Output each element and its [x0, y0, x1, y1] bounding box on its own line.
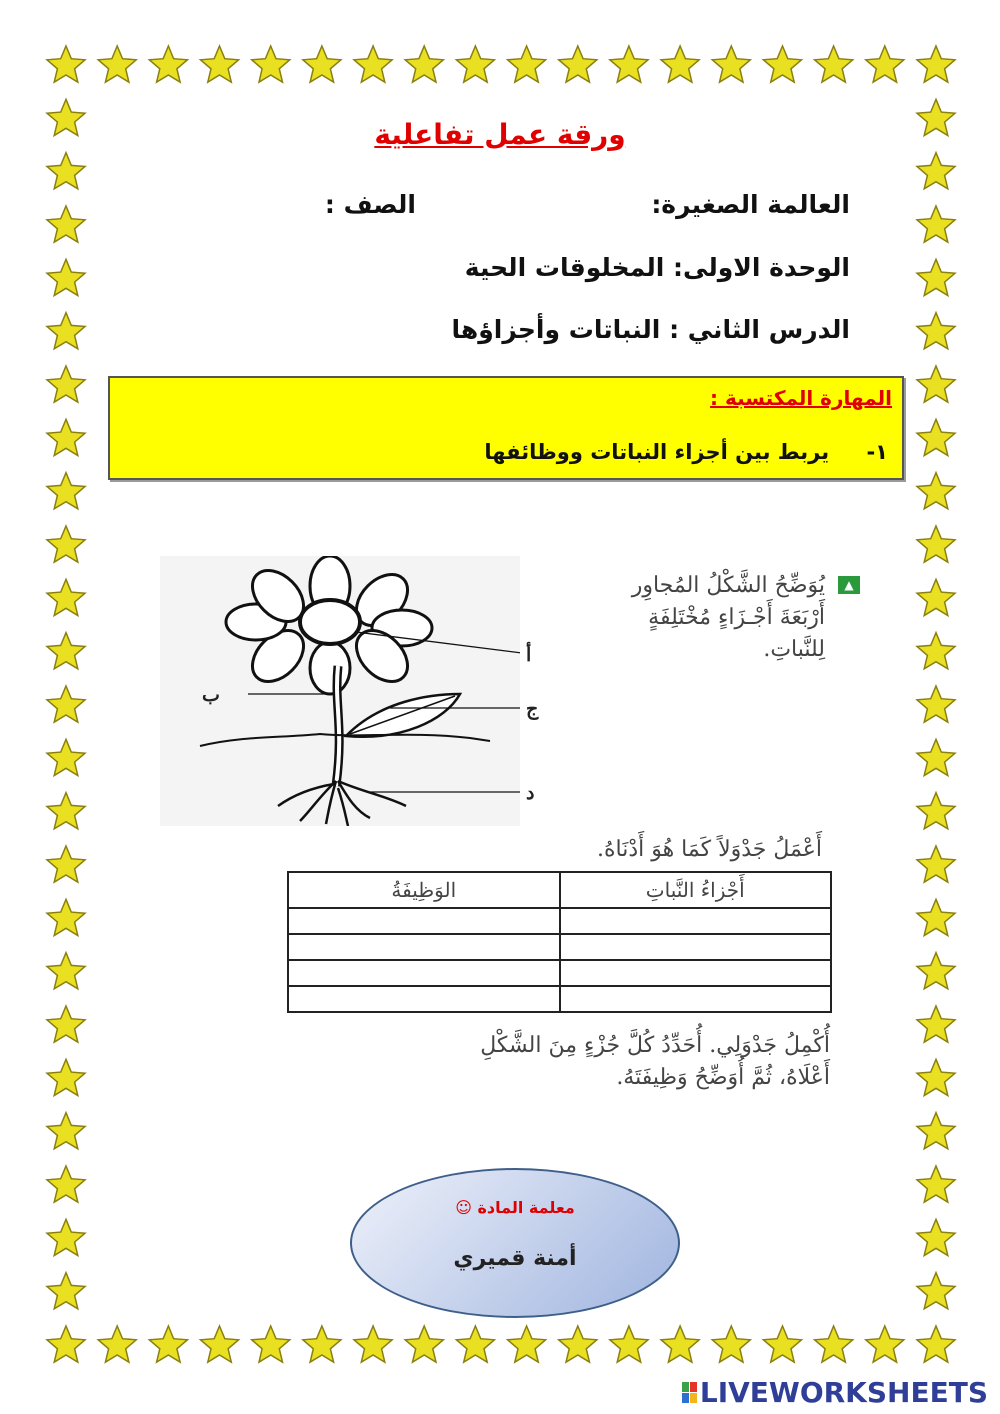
border-star-icon	[866, 1326, 904, 1362]
skill-label: المهارة المكتسبة :	[710, 386, 892, 410]
border-star-icon	[47, 259, 85, 295]
table-cell[interactable]	[288, 934, 560, 960]
border-star-icon	[47, 153, 85, 189]
border-star-icon	[47, 526, 85, 562]
border-star-icon	[47, 1006, 85, 1042]
border-star-icon	[47, 1059, 85, 1095]
table-cell[interactable]	[560, 986, 832, 1012]
flower-petals	[226, 556, 432, 694]
border-star-icon	[559, 46, 597, 82]
border-star-icon	[47, 686, 85, 722]
border-star-icon	[47, 46, 85, 82]
border-star-icon	[47, 313, 85, 349]
border-star-icon	[712, 46, 750, 82]
chevron-up-icon: ▲	[838, 576, 860, 594]
border-star-icon	[661, 1326, 699, 1362]
subject-label: العالمة الصغيرة:	[651, 190, 850, 219]
border-star-icon	[47, 1273, 85, 1309]
border-star-icon	[47, 1166, 85, 1202]
skill-item	[484, 440, 888, 464]
border-star-icon	[149, 1326, 187, 1362]
border-star-icon	[815, 1326, 853, 1362]
border-star-icon	[508, 46, 546, 82]
flower-center	[300, 600, 360, 644]
border-star-icon	[917, 633, 955, 669]
lesson-line: الدرس الثاني : النباتات وأجزاؤها	[451, 315, 850, 344]
teacher-name: أمنة قميري	[453, 1246, 577, 1271]
border-star-icon	[917, 313, 955, 349]
border-star-icon	[252, 46, 290, 82]
border-star-icon	[917, 739, 955, 775]
border-star-icon	[303, 46, 341, 82]
border-star-icon	[917, 1273, 955, 1309]
border-star-icon	[456, 46, 494, 82]
border-star-icon	[47, 899, 85, 935]
border-star-icon	[712, 1326, 750, 1362]
border-star-icon	[917, 206, 955, 242]
border-star-icon	[917, 686, 955, 722]
skill-box	[108, 376, 904, 480]
table-row	[288, 960, 831, 986]
border-star-icon	[47, 846, 85, 882]
border-star-icon	[610, 1326, 648, 1362]
border-star-icon	[917, 419, 955, 455]
border-star-icon	[98, 46, 136, 82]
border-star-icon	[456, 1326, 494, 1362]
border-star-icon	[917, 1166, 955, 1202]
skill-text: يربط بين أجزاء النباتات ووظائفها	[484, 440, 830, 464]
border-star-icon	[917, 793, 955, 829]
table-cell[interactable]	[560, 908, 832, 934]
border-star-icon	[47, 579, 85, 615]
table-cell[interactable]	[560, 960, 832, 986]
border-star-icon	[610, 46, 648, 82]
border-star-icon	[508, 1326, 546, 1362]
completion-line: أَعْلَاهُ، ثُمَّ أُوَضِّحُ وَظِيفَتَهُ.	[616, 1065, 830, 1090]
border-star-icon	[354, 46, 392, 82]
brand-footer[interactable]	[682, 1376, 988, 1409]
table-cell[interactable]	[288, 908, 560, 934]
table-row	[288, 986, 831, 1012]
border-star-icon	[917, 526, 955, 562]
border-star-icon	[201, 46, 239, 82]
border-star-icon	[661, 46, 699, 82]
brand-name: LIVEWORKSHEETS	[699, 1376, 988, 1409]
parts-table	[287, 871, 832, 1013]
border-star-icon	[47, 739, 85, 775]
header-parts: أَجْزاءُ النَّباتِ	[560, 872, 832, 908]
subject-line	[651, 190, 850, 219]
border-star-icon	[917, 1113, 955, 1149]
border-star-icon	[917, 473, 955, 509]
border-star-icon	[917, 953, 955, 989]
label-c: ج	[526, 698, 539, 720]
class-line	[325, 190, 416, 219]
border-star-icon	[47, 366, 85, 402]
label-d: د	[526, 782, 535, 804]
border-star-icon	[917, 259, 955, 295]
border-star-icon	[559, 1326, 597, 1362]
border-star-icon	[149, 46, 187, 82]
question-intro	[632, 570, 825, 666]
label-a: أ	[526, 644, 532, 666]
border-star-icon	[917, 153, 955, 189]
border-star-icon	[917, 1219, 955, 1255]
border-star-icon	[47, 793, 85, 829]
table-cell[interactable]	[288, 986, 560, 1012]
liveworksheets-logo-icon	[682, 1382, 698, 1404]
intro-line: يُوَضِّحُ الشَّكْلُ المُجاوِر	[631, 573, 825, 598]
unit-line: الوحدة الاولى: المخلوقات الحية	[464, 253, 850, 282]
border-star-icon	[917, 1059, 955, 1095]
table-instruction: أَعْمَلُ جَدْوَلاً كَمَا هُوَ أَدْنَاهُ.	[596, 837, 822, 862]
border-star-icon	[763, 1326, 801, 1362]
border-star-icon	[303, 1326, 341, 1362]
completion-instruction	[480, 1030, 830, 1094]
border-star-icon	[917, 46, 955, 82]
border-star-icon	[98, 1326, 136, 1362]
border-star-icon	[815, 46, 853, 82]
border-star-icon	[47, 419, 85, 455]
teacher-role: معلمة المادة ☺	[455, 1198, 575, 1217]
border-star-icon	[47, 206, 85, 242]
border-star-icon	[47, 633, 85, 669]
border-star-icon	[47, 473, 85, 509]
page-title: ورقة عمل تفاعلية	[374, 118, 626, 151]
border-star-icon	[917, 1006, 955, 1042]
border-star-icon	[354, 1326, 392, 1362]
border-star-icon	[866, 46, 904, 82]
teacher-badge	[350, 1168, 680, 1318]
skill-number: ١-	[866, 440, 888, 464]
table-cell[interactable]	[288, 960, 560, 986]
border-star-icon	[47, 1326, 85, 1362]
table-cell[interactable]	[560, 934, 832, 960]
border-star-icon	[252, 1326, 290, 1362]
intro-line: أَرْبَعَةَ أَجْـزَاءٍ مُخْتَلِفَةٍ	[648, 605, 825, 630]
border-star-icon	[201, 1326, 239, 1362]
table-header-row	[288, 872, 831, 908]
border-star-icon	[917, 846, 955, 882]
intro-line: لِلنَّباتِ.	[763, 637, 825, 662]
border-star-icon	[47, 1219, 85, 1255]
completion-line: أُكْمِلُ جَدْوَلِي. أُحَدِّدُ كُلَّ جُزْءٍ مِنَ الشَّكْلِ	[480, 1033, 830, 1058]
label-b: ب	[202, 684, 220, 706]
border-star-icon	[405, 1326, 443, 1362]
table-row	[288, 908, 831, 934]
border-star-icon	[917, 366, 955, 402]
border-star-icon	[47, 1113, 85, 1149]
border-star-icon	[405, 46, 443, 82]
border-star-icon	[47, 953, 85, 989]
border-star-icon	[763, 46, 801, 82]
header-function: الوَظِيفَةُ	[288, 872, 560, 908]
class-label: الصف :	[324, 190, 416, 219]
border-star-icon	[917, 899, 955, 935]
table-row	[288, 934, 831, 960]
border-star-icon	[917, 1326, 955, 1362]
border-star-icon	[917, 579, 955, 615]
